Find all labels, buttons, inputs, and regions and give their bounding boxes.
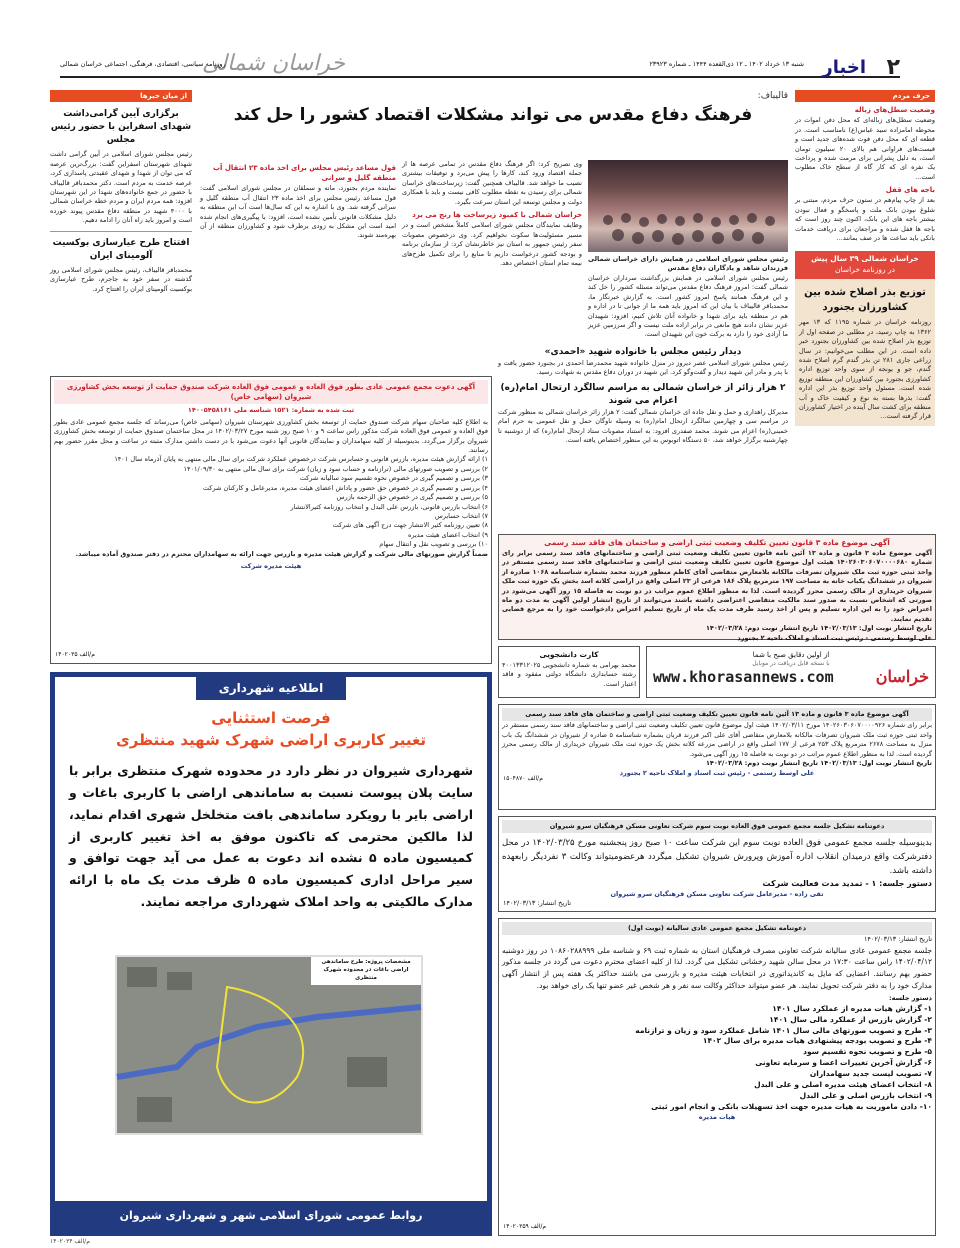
meeting-body: رئیس مجلس شورای اسلامی عصر دیروز در منزل خانواده شهید محمدرضا احمدی در بجنورد حضور یافت و با پدر و مادر این شهید دیدار و گفت‌وگو کرد. این شهید در دوران دفاع مقدس به شهادت رسید.	[498, 359, 788, 377]
agenda-item: ۱۰- دادن ماموریت به هیات مدیره جهت اخذ تسهیلات بانکی و انجام امور ثبتی	[651, 1101, 932, 1111]
land2-sign: علی اوسط رستمی - رئیس ثبت اسناد و املاک ناحیه ۲ بجنورد	[619, 768, 815, 777]
promo-logo: خراسان	[875, 667, 929, 686]
land2-dates: تاریخ انتشار نوبت اول: ۱۴۰۲/۰۳/۱۳ تاریخ انتشار نوبت دوم: ۱۴۰۲/۰۳/۲۸	[705, 759, 932, 768]
agenda-item: ۸) تعیین روزنامه کثیر الانتشار جهت درج آگهی های شرکت	[332, 521, 488, 530]
agenda-item: ۲- گزارش بازرس از عملکرد مالی سال ۱۴۰۱	[769, 1014, 932, 1024]
meeting-story	[498, 346, 788, 445]
annual-body: جلسه مجمع عمومی عادی سالیانه شرکت تعاونی مصرف فرهنگیان استان به شماره ثبت ۶۹ و شناسه ملی ۱۰۸۶۰۲۸۸۹۹۹ در روز دوشنبه ۱۴۰۲/۰۴/۱۲ راس ساعت ۱۷:۳۰ در محل سالن شهید رخشانی تشکیل می گردد. لذا از کلیه اعضای محترم دعوت می گردد در جلسه مذکور حضور بهم رسانند. اعضایی که مایل به کاندیداتوری در انتخابات هیئت مدیره و بازرسی می باشند حداکثر یک هفته پس از انتشار آگهی مدارک خود را به دفتر شرکت تحویل نمایند. هر عضو میتواند حداکثر وکالت سه نفر و هر شخص غیر عضو تنها یک رای خواهد بود.	[502, 945, 932, 990]
lead-body-2: وی تصریح کرد: اگر فرهنگ دفاع مقدس در تمامی عرصه ها از جمله اقتصاد ورود کند، کارها را پیش می‌برد و توفیقات بیشتری نصیب ما خواهد شد. قالیباف همچنین گفت: زیرساخت‌های خراسان شمالی برای رسیدن به نقطه مطلوب کافی نیست و باید با همکاری دولت و مجلس توسعه این استان سرعت بگیرد.	[402, 160, 582, 206]
agenda-item: ۷) انتخاب حسابرس	[434, 511, 488, 520]
municipality-footer: روابط عمومی شورای اسلامی شهر و شهرداری شیروان	[55, 1201, 487, 1231]
coop-notice	[498, 816, 936, 912]
section-title: اخبار	[822, 57, 866, 78]
item-title: باجه های قفل	[885, 186, 935, 195]
column-tag: حرف مردم	[795, 90, 935, 102]
municipality-title-2: تغییر کاربری اراضی شهرک شهید منتظری	[115, 731, 427, 750]
land-notice-2	[498, 704, 936, 810]
land-notice	[498, 534, 936, 640]
annual-date: تاریخ انتشار: ۱۴۰۲/۰۳/۱۳	[863, 935, 932, 944]
notice-reg: ثبت شده به شماره: ۱۵۲۱ شناسه ملی ۱۴۰۰۵۴۵۸۱۶۱	[187, 406, 355, 415]
archive-banner-sub: در روزنامه خراسان	[835, 265, 895, 275]
audience-illustration	[588, 160, 788, 252]
promo-box	[646, 646, 936, 698]
item-body: بعد از چاپ پیام‌هم در ستون حرف مردم، مبتنی بر شلوغ نبودن بانک ملت و پاسخگو و فعال نبودن بیشتر باجه های این بانک، اکنون چند روز است که باجه ها قفل شده و مراجعان برای دریافت خدمات بانکی باید ساعت ها در صف بمانند...	[795, 196, 935, 243]
agenda-item: ۴- طرح و تصویب بودجه پیشنهادی هیات مدیره برای سال ۱۴۰۲	[702, 1036, 932, 1046]
news-title: برگزاری آیین گرامی‌داشت شهدای اسفراین با حضور رئیس مجلس	[50, 109, 192, 146]
land-sign: علی اوسط رستمی - رئیس ثبت اسناد و املاک ناحیه ۲ بجنورد	[737, 633, 932, 642]
agenda-item: ۶- گزارش آخرین تغییرات اعضا و سرمایه تعاونی	[755, 1058, 932, 1068]
agenda-item: ۲) بررسی و تصویب صورتهای مالی (ترازنامه و حساب سود و زیان) شرکت برای سال مالی منتهی به ۱۴۰۱/۰۹/۳۰	[183, 464, 488, 473]
land-dates: تاریخ انتشار نوبت اول: ۱۴۰۲/۰۳/۱۳ تاریخ انتشار نوبت دوم: ۱۴۰۲/۰۳/۲۸	[705, 624, 932, 633]
coop-body: بدینوسیله جلسه مجمع عمومی فوق العاده نوبت سوم این شرکت ساعت ۱۰ صبح روز پنجشنبه مورخ ۱۴۰۲/۰۳/۲۵ در محل دفترشرکت واقع درمیدان انقلاب اداره آموزش وپرورش شیروان تشکیل میگردد هرعضومیتواند وکالت ۳ نفردیگر رابعهده داشته باشد.	[502, 838, 932, 876]
card-title: کارت دانشجویی	[539, 650, 599, 659]
meeting-headline: دیدار رئیس مجلس با خانواده شهید «احمدی»	[544, 347, 742, 357]
agenda-item: ۶) انتخاب بازرس قانونی، بازرس علی البدل و انتخاب روزنامه کثیرالانتشار	[290, 502, 488, 511]
page-header	[60, 48, 900, 78]
item-title: وضعیت سطل‌های زباله	[854, 106, 935, 115]
agenda-item: ۸- انتخاب اعضای هیئت مدیره اصلی و علی البدل	[754, 1079, 932, 1089]
notice-note: ضمناً گزارش صورتهای مالی شرکت و گزارش هیئت مدیره و بازرس جهت ارائه به سهامداران محترم در دفتر صندوق آماده میباشد.	[75, 549, 488, 558]
land2-body: برابر رای شماره ۱۴۰۲۶۰۳۰۶۰۷۰۰۰۰۹۲۶ مورخ ۱۴۰۲/۰۳/۱۱ هیئت اول موضوع قانون تعیین تکلیف وضعیت ثبتی اراضی و ساختمانهای فاقد سند رسمی مستقر در واحد ثبتی حوزه ثبت ملک شیروان تصرفات مالکانه بلامعارض متقاضی آقای علی اکبر فرزند قربان بشماره شناسنامه ۵ صادره از شیروان در ششدانگ یک باب منزل به مساحت ۲۶۷۸ مترمربع پلاک ۲۵۳ فرعی از ۱۷۷ اصلی واقع در اراضی مزرعه کلاته بخش یک حوزه ثبت ملک شیروان خریداری از مالک رسمی محرز گردیده است. لذا به منظور اطلاع عموم مراتب در دو نوبت به فاصله ۱۵ روز آگهی می‌شود.	[502, 721, 933, 758]
agenda-item: ۹) انتخاب اعضای هیئت مدیره	[408, 530, 488, 539]
news-body: رئیس مجلس شورای اسلامی در آیین گرامی داشت شهدای شهرستان اسفراین گفت: بزرگ‌ترین عرصه که می توان از شهدا و شهدای عقیدتی پاسداری کرد، عرصه خدمت به مردم است. دکتر محمدباقر قالیباف با حضور در جمع خانواده‌های شهدا در این شهرستان افزود: همه مردم ایران و مردم خطه خراسان شمالی با ۴۰۰۰ شهید در منطقه دفاع مقدس پیوند خورده است و امروز باید راه آنان را ادامه دهیم.	[50, 150, 192, 225]
site-plan-map	[115, 955, 423, 1135]
municipality-notice	[50, 672, 492, 1236]
photo-caption: رئیس مجلس شورای اسلامی در همایش دارای خراسان شمالی فرزندان شاهد و یادگاران دفاع مقدس	[588, 255, 788, 273]
notice-code: م/الف ۱۴۰۲۰۳۵	[55, 651, 95, 659]
archive-banner-text: خراسان شمالی ۳۹ سال پیش	[811, 254, 919, 264]
newspaper-logo: خراسان شمالی	[202, 51, 346, 76]
land2-title: آگهی موضوع ماده ۳ قانون و ماده ۱۳ آئین نامه قانون تعیین تکلیف وضعیت ثبتی اراضی و ساختمان های فاقد سند رسمی	[502, 708, 932, 721]
notice-title: آگهی دعوت مجمع عمومی عادی بطور فوق العاده و عمومی فوق العاده شرکت صندوق حمایت از توسعه بخش کشاورزی شیروان (سهامی خاص)	[54, 380, 488, 404]
notice-items	[54, 455, 488, 549]
map-title: مشخصات پروژه: طرح ساماندهی اراضی باغات در محدوده شهرک منتظری	[311, 957, 421, 985]
pilgrims-headline: ۲ هزار زائر از خراسان شمالی به مراسم سالگرد ارتحال امام(ره) اعزام می شوند	[500, 382, 786, 406]
tagline: روزنامه سیاسی، اقتصادی، فرهنگی، اجتماعی خراسان شمالی	[60, 60, 226, 68]
agenda-item: ۳) بررسی و تصمیم گیری در خصوص نحوه تقسیم سود سالیانه شرکت	[299, 474, 488, 483]
news-title: افتتاح طرح عیارسازی بوکسیت آلومینای ایران	[52, 237, 190, 261]
coop-date: تاریخ انتشار: ۱۴۰۲/۰۳/۱۳	[503, 898, 572, 907]
agenda-item: ۵) بررسی و تصمیم گیری در خصوص حق الزحمه بازرس	[336, 493, 488, 502]
municipality-code: م/الف ۱۴۰۲۰۳۴	[50, 1238, 90, 1245]
municipality-banner: اطلاعیه شهرداری	[196, 677, 346, 700]
coop-agenda: دستور جلسه: ۱ - تمدید مدت فعالیت شرکت	[762, 879, 932, 889]
promo-url[interactable]: www.khorasannews.com	[653, 668, 834, 686]
lead-photo	[588, 160, 788, 252]
coop-title: دعوتنامه تشکیل جلسه مجمع عمومی فوق العاده نوبت سوم شرکت تعاونی مسکن فرهنگیان سرو شیروان	[502, 820, 932, 833]
page-number: ۲	[886, 55, 900, 80]
item-body: وضعیت سطل‌های زباله‌ای که محل دفن اموات در محوطه امامزاده سید عباس(ع) نامناسب است. در قطعه ای که محل دفن فوت شده‌های جدید است و قبست‌های فراوانی هم بالای ۲۰ سیلیون تومان است، به دلیل پشرانی برای مرمت شده و پرداخت یک نفره ای که کار گاه از سطح خاک مطلوب است...	[795, 116, 935, 181]
archive-banner	[795, 251, 935, 279]
news-column	[50, 90, 192, 358]
agenda-item: ۱۰) بررسی و تصویب نقل و انتقال سهام	[379, 540, 488, 549]
agenda-item: ۹- انتخاب بازرس اصلی و علی البدل	[799, 1090, 932, 1100]
land2-code: م/الف ۱۵۰۴۸۷۰	[503, 775, 543, 782]
agenda-item: ۴) بررسی و تصمیم گیری در خصوص حق حضور و پاداش اعضای هیئت مدیره، مدیرعامل و کارکنان شرکت	[202, 483, 488, 492]
column-tag: از میان خبرها	[50, 90, 192, 102]
card-body: محمد بهرامی به شماره دانشجویی ۴۰۰۱۳۳۱۲۰۲۵ رشته حسابداری دانشگاه دولتی مفقود و فاقد اعتبار است.	[502, 660, 636, 688]
lead-subhead-2: قول مساعد رئیس مجلس برای اخذ ماده ۲۳ انتقال آب منطقه گلیل و سرانی	[212, 164, 396, 183]
agenda-item: ۱- گزارش هیات مدیره از عملکرد سال ۱۴۰۱	[772, 1003, 932, 1013]
notice-sign: هیئت مدیره شرکت	[240, 562, 302, 571]
news-body: محمدباقر قالیباف، رئیس مجلس شورای اسلامی روز گذشته در سفر خود به جاجرم، طرح عیارسازی بوکسیت آلومینای ایران را افتتاح کرد.	[50, 265, 192, 293]
agenda-item: ۳- طرح و تصویب صورتهای مالی سال ۱۴۰۱ شامل عملکرد سود و زیان و ترازنامه	[635, 1025, 932, 1035]
municipality-body: شهرداری شیروان در نظر دارد در محدوده شهرک منتظری برابر با سایت پلان پیوست نسبت به ساماندهی اراضی با کاربری باغات و اراضی بایر با رویکرد ساماندهی بافت متخلخل شهری اقدام نماید، لذا مالکین محترمی که تاکنون موفق به اخذ تغییر کاربری از کمیسیون ماده ۵ نشده اند دعوت به عمل می آید جهت توافق و سیر مراحل اداری کمیسیون ماده ۵ ظرف مدت یک ماه با ارائه مدارک مالکیتی به واحد املاک شهرداری مراجعه نمایند.	[69, 762, 473, 910]
archive-body: روزنامه خراسان در شماره ۱۱۹۵ که ۱۳ مهر ۱۳۶۲ به چاپ رسید، در مطلبی در صفحه اول از توزیع بذر اصلاح شده بین کشاورزان بجنورد خبر داده است. در این مطلب می‌خوانیم: در سال زراعی جاری ۲۸۱ تن بذر گندم گرم اصلاح شده گندم، جو و یونجه از سوی واحد توزیع اداره کشاورزی بجنورد بین کشاورزان این منطقه توزیع شده است. مسئول واحد توزیع بذر این اداره گفت: بذرها بسته به نوع و کیفیت خاک و آب منطقه برای کشت سال آینده در اختیار کشاورزان قرار گرفته است...	[799, 318, 931, 421]
promo-line-2: با نسخه قابل دریافت در موبایل	[752, 660, 830, 668]
annual-title: دعوتنامه تشکیل مجمع عمومی عادی سالیانه (نوبت اول)	[502, 922, 932, 935]
lead-body-4: وظایف نمایندگان مجلس شورای اسلامی کاملاً مشخص است و در مسیر مسئولیت‌ها سکوت نخواهیم کرد. وی درخصوص مصوبات سفر رئیس جمهور به استان نیز خاطرنشان کرد: از سازمان برنامه و بودجه کشور درخواست داریم تا منابع را برای تکمیل طرح‌های نیمه تمام استان اختصاص دهد.	[402, 221, 582, 267]
archive-title: توزیع بذر اصلاح شده بین کشاورزان بجنورد	[804, 287, 926, 313]
notice-intro: به اطلاع کلیه صاحبان سهام شرکت صندوق حمایت از توسعه بخش کشاورزی شهرستان شیروان (سهامی خاص) می‌رساند که جلسه مجمع عمومی عادی بطور فوق العاده و عمومی فوق العاده شرکت مذکور راس ساعت ۹ و ۱۰ صبح روز شنبه مورخ ۱۴۰۲/۰۳/۲۷ در محل ساختمان صندوق حمایت از توسعه بخش کشاورزی شیروان برگزار می‌گردد. بدینوسیله از کلیه سهامداران و نمایندگان قانونی آنها دعوت می‌شود با در دست داشتن مدارک مثبته در ساعت و محل مقرر حضور بهم رسانند.	[54, 417, 488, 454]
lead-headline: فرهنگ دفاع مقدس می تواند مشکلات اقتصاد کشور را حل کند	[233, 105, 753, 126]
lead-subhead-1: خراسان شمالی با کمبود زیرساخت ها رنج می برد	[412, 211, 582, 220]
lead-kicker: قالیباف:	[757, 91, 788, 101]
lead-body-3: نماینده مردم بجنورد، مانه و سملقان در مجلس شورای اسلامی گفت: قول مساعد رئیس مجلس برای اخذ ماده ۲۳ انتقال آب منطقه گلیل و سرانی گرفته شد. وی با اشاره به این که سال‌ها است آب این منطقه به دلیل مشکلات قانونی تأمین نشده است، افزود: با پیگیری‌های انجام شده امید است این مشکل به زودی برطرف شود و کشاورزان منطقه از آن بهره‌مند شوند.	[200, 184, 396, 240]
promo-line-1: از اولین دقایق صبح با شما	[752, 651, 830, 659]
annual-sign: هیات مدیره	[698, 1112, 736, 1121]
land-title: آگهی موضوع ماده ۳ قانون تعیین تکلیف وضعیت ثبتی اراضی و ساختمان های فاقد سند رسمی	[544, 538, 890, 547]
annual-code: م/الف ۱۴۰۲۰۳۵۹	[503, 1223, 547, 1231]
student-card-notice	[498, 646, 640, 698]
agri-fund-notice	[50, 376, 492, 664]
agenda-item: ۵- طرح و تصویب نحوه تقسیم سود	[803, 1047, 932, 1057]
pilgrims-body: مدیرکل راهداری و حمل و نقل جاده ای خراسان شمالی گفت: ۲ هزار زائر خراسان شمالی به منظور شرکت در مراسم سی و چهارمین سالگرد ارتحال امام(ره) به وسیله ناوگان حمل و نقل عمومی به حرم امام خمینی(ره) اعزام می شوند. محمد صفدری افزود: به استناد مصوبات ستاد ارتحال امام(ره) که از دوشنبه تا چهارشنبه برگزار خواهد شد، ۵۰ دستگاه اتوبوس به این منظور اختصاص یافته است.	[498, 407, 788, 445]
coop-sign: تقی زاده - مدیرعامل شرکت تعاونی مسکن فرهنگیان سرو شیروان	[610, 889, 824, 898]
annual-meeting-notice	[498, 918, 936, 1236]
agenda-item: ۷- تصویب لیست جدید سهامداران	[809, 1069, 932, 1079]
land-body: آگهی موضوع ماده ۳ قانون و ماده ۱۳ آئین نامه قانون تعیین تکلیف وضعیت ثبتی اراضی و ساختمانهای فاقد سند رسمی برابر رای شماره ۱۴۰۲۶۰۳۰۶۰۷۰۰۰۰۶۸۰ هیئت اول موضوع قانون تعیین تکلیف وضعیت ثبتی اراضی و ساختمانهای فاقد سند رسمی مستقر در واحد ثبتی حوزه ثبت ملک شیروان تصرفات مالکانه بلامعارض متقاضی آقای کاظم منظور فرزند محمد بشماره شناسنامه ۱۰۶۸ صادره از شیروان در ششدانگ یکباب خانه به مساحت ۱۹۷ مترمربع پلاک ۱۸۶ فرعی از ۲۳ اصلی واقع در اراضی کلاته اسد بخش یک حوزه ثبت ملک شیروان خریداری از مالک رسمی محرز گردیده است. لذا به منظور اطلاع عموم مراتب در دو نوبت به فاصله ۱۵ روز آگهی می‌شود در صورتی که اشخاص نسبت به صدور سند مالکیت متقاضی اعتراضی داشته باشند می‌توانند از تاریخ انتشار اولین آگهی به مدت دو ماه اعتراض خود را به این اداره تسلیم و پس از اخذ رسید ظرف مدت یک ماه از تاریخ تسلیم اعتراض دادخواست خود را به مرجع قضایی تقدیم نمایند.	[502, 548, 933, 623]
lead-story	[198, 90, 788, 338]
agenda-item: ۱) ارائه گزارش هیئت مدیره، بازرس قانونی و حسابرس شرکت درخصوص عملکرد شرکت برای سال مالی منتهی به پایان آذرماه سال ۱۴۰۱	[114, 455, 488, 464]
municipality-title-1: فرصت استثنایی	[211, 709, 331, 728]
annual-agenda-title: دستور جلسه:	[889, 994, 932, 1003]
people-column	[795, 90, 935, 530]
dateline: شنبه ۱۳ خرداد ۱۴۰۲ ـ ۱۲ ذی‌القعده ۱۴۴۴ ـ شماره ۲۳۹۲۳	[649, 60, 804, 68]
lead-body-1: رئیس مجلس شورای اسلامی در همایش بزرگداشت سرداران خراسان شمالی گفت: امروز فرهنگ دفاع مقدس می‌تواند مسئله کشور را حل کند و این فرهنگ همانند پاسخ امروز کشور است. به گزارش خبرنگار ما، محمدباقر قالیباف با بیان این که امروز باید همه ما از جوانی تا در اداره و هم در منطقه باید برای شهدا و خانواده آنان تلاش کنیم، افزود: شهیدان عزیز نشان دادند هیچ مانعی در برابر اراده ملت نیست و اگر سرزمین عزیز ما آزادی خود را دارد به برکت خون این شهیدان است.	[588, 273, 788, 339]
